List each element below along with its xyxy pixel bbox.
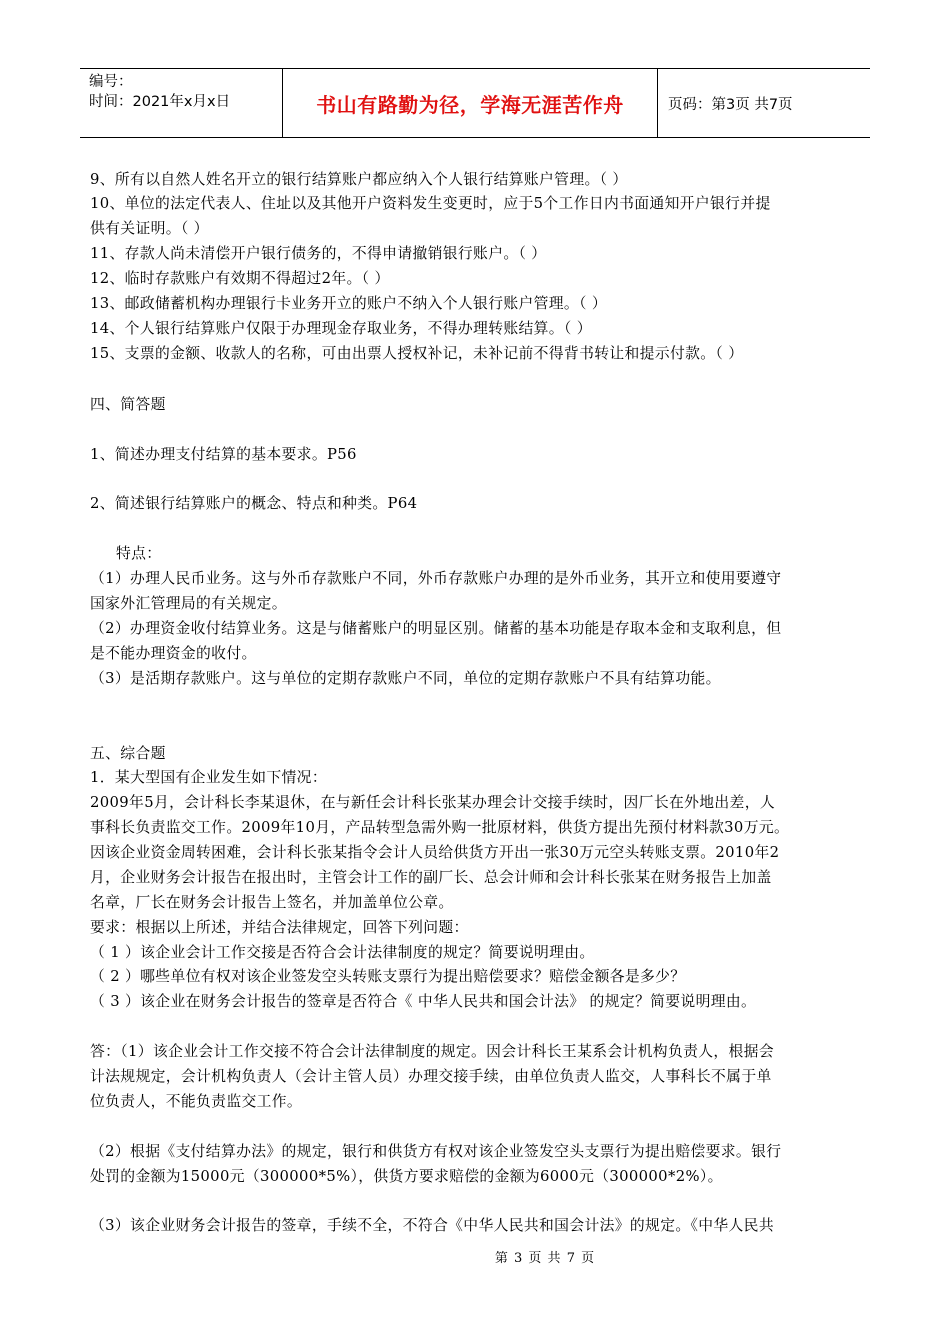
requirement: 要求：根据以上所述，并结合法律规定，回答下列问题： <box>90 919 469 936</box>
answer-3: （3）该企业财务会计报告的签章，手续不全，不符合《中华人民共和国会计法》的规定。《中华人民共 <box>90 1217 774 1234</box>
case-text-4: 月，企业财务会计报告在报出时，主管会计工作的副厂长、总会计师和会计科长张某在财务报告上加盖 <box>90 869 772 886</box>
feature-1: （1）办理人民币业务。这与外币存款账户不同，外币存款账户办理的是外币业务，其开立和使用要遵守 <box>90 570 782 587</box>
question-14: 14、个人银行结算账户仅限于办理现金存取业务，不得办理转账结算。（ ） <box>90 320 592 337</box>
feature-2: （2）办理资金收付结算业务。这是与储蓄账户的明显区别。储蓄的基本功能是存取本金和支取利息，但 <box>90 620 782 637</box>
feature-2-cont: 是不能办理资金的收付。 <box>90 645 257 662</box>
feature-3: （3）是活期存款账户。这与单位的定期存款账户不同，单位的定期存款账户不具有结算功能。 <box>90 670 721 687</box>
header-meta <box>80 69 283 137</box>
page-header <box>80 68 870 138</box>
header-page-label: 页码：第3页 共7页 <box>668 96 793 113</box>
question-10-cont: 供有关证明。（ ） <box>90 220 209 237</box>
question-11: 11、存款人尚未清偿开户银行债务的，不得申请撤销银行账户。（ ） <box>90 245 547 262</box>
case-question-1: （ 1 ）该企业会计工作交接是否符合会计法律制度的规定？简要说明理由。 <box>90 944 595 961</box>
short-answer-1: 1、简述办理支付结算的基本要求。P56 <box>90 446 357 463</box>
answer-2-cont: 处罚的金额为15000元（300000*5%），供货方要求赔偿的金额为6000元（300000*2%）。 <box>90 1168 723 1185</box>
feature-1-cont: 国家外汇管理局的有关规定。 <box>90 595 287 612</box>
case-text-5: 名章，厂长在财务会计报告上签名，并加盖单位公章。 <box>90 894 454 911</box>
header-motto: 书山有路勤为径，学海无涯苦作舟 <box>283 69 658 137</box>
question-13: 13、邮政储蓄机构办理银行卡业务开立的账户不纳入个人银行账户管理。（ ） <box>90 295 608 312</box>
section-heading-5: 五、综合题 <box>90 745 166 762</box>
question-9: 9、所有以自然人姓名开立的银行结算账户都应纳入个人银行结算账户管理。（ ） <box>90 171 628 188</box>
answer-1: 答：（1）该企业会计工作交接不符合会计法律制度的规定。因会计科长王某系会计机构负责人，根据会 <box>90 1043 774 1060</box>
section-heading-4: 四、简答题 <box>90 396 166 413</box>
case-question-2: （ 2 ）哪些单位有权对该企业签发空头转账支票行为提出赔偿要求？赔偿金额各是多少？ <box>90 968 686 985</box>
question-12: 12、临时存款账户有效期不得超过2年。（ ） <box>90 270 390 287</box>
short-answer-2: 2、简述银行结算账户的概念、特点和种类。P64 <box>90 495 418 512</box>
date-label: 时间：2021年x月x日 <box>89 94 231 110</box>
question-10: 10、单位的法定代表人、住址以及其他开户资料发生变更时，应于5个工作日内书面通知开户银行并提 <box>90 195 771 212</box>
case-text-1: 2009年5月，会计科长李某退休，在与新任会计科长张某办理会计交接手续时，因厂长在外地出差，人 <box>90 794 775 811</box>
features-heading: 特点： <box>116 545 162 562</box>
case-text-2: 事科长负责监交工作。2009年10月，产品转型急需外购一批原材料，供货方提出先预付材料款30万元。 <box>90 819 790 836</box>
code-label: 编号： <box>89 74 133 90</box>
case-text-3: 因该企业资金周转困难，会计科长张某指令会计人员给供货方开出一张30万元空头转账支票。2010年2 <box>90 844 780 861</box>
question-15: 15、支票的金额、收款人的名称，可由出票人授权补记，未补记前不得背书转让和提示付款。（ ） <box>90 345 744 362</box>
case-question-3: （ 3 ）该企业在财务会计报告的签章是否符合《 中华人民共和国会计法》 的规定？简要说明理由。 <box>90 993 757 1010</box>
answer-1-cont2: 位负责人，不能负责监交工作。 <box>90 1093 303 1110</box>
answer-2: （2）根据《支付结算办法》的规定，银行和供货方有权对该企业签发空头支票行为提出赔偿要求。银行 <box>90 1143 782 1160</box>
answer-1-cont: 计法规规定，会计机构负责人（会计主管人员）办理交接手续，由单位负责人监交，人事科长不属于单 <box>90 1068 772 1085</box>
footer-page-number: 第 3 页 共 7 页 <box>494 1251 596 1266</box>
page-footer <box>0 1247 950 1266</box>
case-intro: 1．某大型国有企业发生如下情况： <box>90 769 327 786</box>
